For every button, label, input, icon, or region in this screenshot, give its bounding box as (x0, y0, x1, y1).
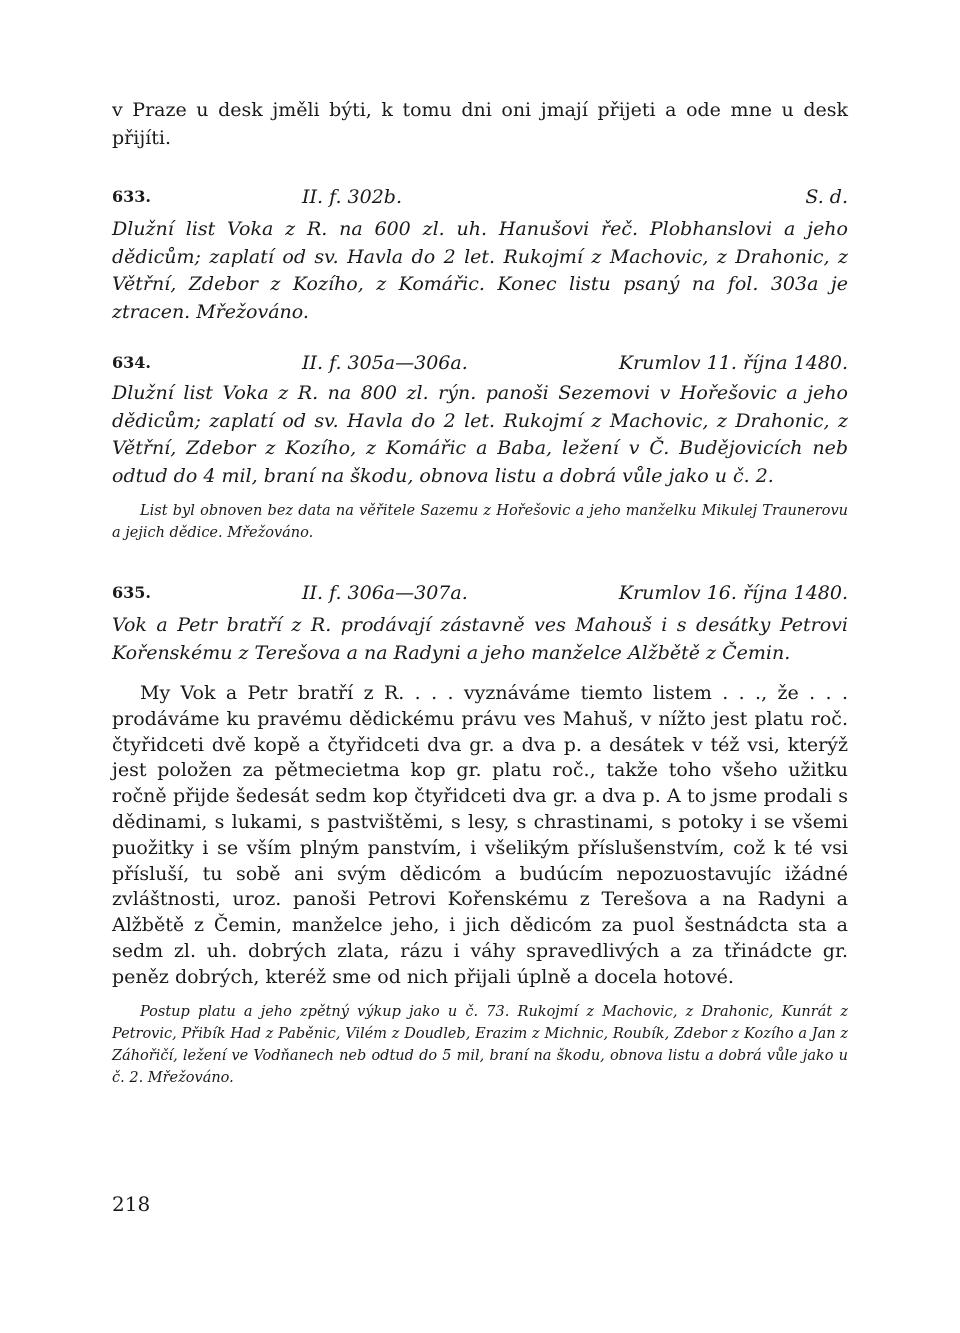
entry-regest: Dlužní list Voka z R. na 600 zl. uh. Hanušovi řeč. Plobhanslovi a jeho dědicům; zaplatí od sv. Havla do 2 let. Rukojmí z Machovic, z Drahonic, z Větřní, Zdebor z Kozího, z Komářic. Konec listu psaný na fol. 303a je ztracen. Mřežováno. (112, 218, 848, 323)
entry-place-date: S. d. (805, 186, 848, 208)
entry-folio: II. f. 302b. (302, 186, 402, 208)
page-number: 218 (112, 1192, 151, 1216)
entry-number: 633. (112, 187, 151, 206)
entry-text: My Vok a Petr bratří z R. . . . vyznáváme tiemto listem . . ., že . . . prodáváme ku pravému dědickému právu ves Mahuš, v nížto jest platu roč. čtyřidceti dvě kopě a čtyřidceti dva gr. a dva p. a desátek v též vsi, kterýž jest položen za pětmecietma kop gr. platu roč., takže toho všeho užitku ročně přijde šedesát sedm kop čtyřidceti dva gr. a dva p. A to jsme prodali s dědinami, s lukami, s pastvištěmi, s lesy, s chrastinami, s potoky i se všemi puožitky i se vším plným panstvím, i všelikým příslušenstvím, což k té vsi přísluší, tu sobě ani svým dědicóm a budúcím nepozuostavujíc ižádné zvláštnosti, uroz. panoši Petrovi Kořenskému z Terešova a na Radyni a Alžbětě z Čemin, manželce jeho, i jich dědicóm za puol šestnádcta sta a sedm zl. uh. dobrých zlata, rázu i váhy spravedlivých a za třinádcte gr. peněz dobrých, kteréž sme od nich přijali úplně a docela hotové. (112, 682, 848, 988)
entry-note: List byl obnoven bez data na věřitele Sazemu z Hořešovic a jeho manželku Mikulej Traunerovu a jejich dědice. Mřežováno. (112, 503, 848, 541)
entry-633 (112, 182, 848, 326)
entry-folio: II. f. 306a—307a. (302, 582, 468, 604)
entry-634 (112, 348, 848, 544)
entry-note: Postup platu a jeho zpětný výkup jako u č. 73. Rukojmí z Machovic, z Drahonic, Kunrát z Petrovic, Přibík Had z Paběnic, Vilém z Doudleb, Erazim z Michnic, Roubík, Zdebor z Kozího a Jan z Záhořičí, ležení ve Vodňanech neb odtud do 5 mil, braní na škodu, obnova listu a dobrá vůle jako u č. 2. Mřežováno. (112, 1003, 848, 1086)
entry-header (112, 182, 848, 212)
entry-folio: II. f. 305a—306a. (302, 352, 468, 374)
entry-place-date: Krumlov 11. října 1480. (618, 352, 848, 374)
entry-place-date: Krumlov 16. října 1480. (618, 582, 848, 604)
entry-header (112, 348, 848, 378)
entry-number: 635. (112, 583, 151, 602)
entry-635 (112, 578, 848, 1089)
entry-regest: Vok a Petr bratří z R. prodávají zástavně ves Mahouš i s desátky Petrovi Kořenskému z Terešova a na Radyni a jeho manželce Alžbětě z Čemin. (112, 614, 848, 664)
entry-number: 634. (112, 353, 151, 372)
document-page (112, 96, 848, 1089)
entry-regest: Dlužní list Voka z R. na 800 zl. rýn. panoši Sezemovi v Hořešovic a jeho dědicům; zaplatí od sv. Havla do 2 let. Rukojmí z Machovic, z Drahonic, z Větřní, Zdebor z Kozího, z Komářic a Baba, ležení v Č. Budějovicích neb odtud do 4 mil, braní na škodu, obnova listu a dobrá vůle jako u č. 2. (112, 382, 848, 487)
intro-paragraph: v Praze u desk jměli býti, k tomu dni oni jmají přijeti a ode mne u desk přijíti. (112, 99, 848, 149)
entry-header (112, 578, 848, 608)
